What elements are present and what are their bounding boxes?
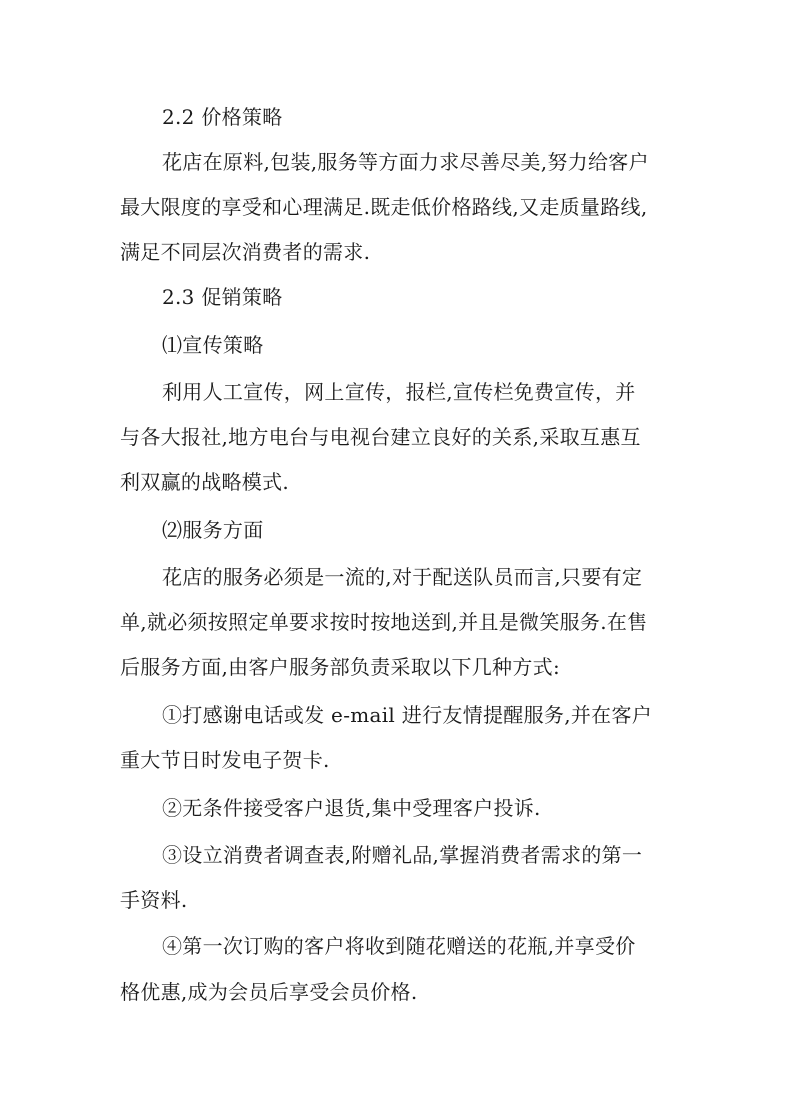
paragraph-line: 与各大报社,地方电台与电视台建立良好的关系,采取互惠互 <box>120 425 641 449</box>
paragraph-line: 单,就必须按照定单要求按时按地送到,并且是微笑服务.在售 <box>120 610 648 634</box>
paragraph-line: 花店在原料,包装,服务等方面力求尽善尽美,努力给客户 <box>162 150 649 174</box>
list-item-2: ②无条件接受客户退货,集中受理客户投诉. <box>162 796 541 820</box>
list-item-1: ①打感谢电话或发 e-mail 进行友情提醒服务,并在客户 <box>162 703 653 727</box>
subheading-service-aspect: ⑵服务方面 <box>162 518 264 542</box>
paragraph-line: 满足不同层次消费者的需求. <box>120 240 371 264</box>
paragraph-line: 后服务方面,由客户服务部负责采取以下几种方式: <box>120 655 560 679</box>
list-item-3: ③设立消费者调查表,附赠礼品,掌握消费者需求的第一 <box>162 843 643 867</box>
paragraph-line: 花店的服务必须是一流的,对于配送队员而言,只要有定 <box>162 565 643 589</box>
paragraph-line: 利用人工宣传，网上宣传，报栏,宣传栏免费宣传，并 <box>162 380 636 404</box>
paragraph-line: 最大限度的享受和心理满足.既走低价格路线,又走质量路线, <box>120 195 648 219</box>
section-heading-pricing-strategy: 2.2 价格策略 <box>162 105 283 129</box>
list-item-4: ④第一次订购的客户将收到随花赠送的花瓶,并享受价 <box>162 934 636 958</box>
list-item-1-continuation: 重大节日时发电子贺卡. <box>120 748 330 772</box>
list-item-4-continuation: 格优惠,成为会员后享受会员价格. <box>120 980 418 1004</box>
paragraph-line: 利双赢的战略模式. <box>120 470 290 494</box>
subheading-publicity-strategy: ⑴宣传策略 <box>162 333 264 357</box>
list-item-3-continuation: 手资料. <box>120 888 188 912</box>
section-heading-promotion-strategy: 2.3 促销策略 <box>162 285 283 309</box>
